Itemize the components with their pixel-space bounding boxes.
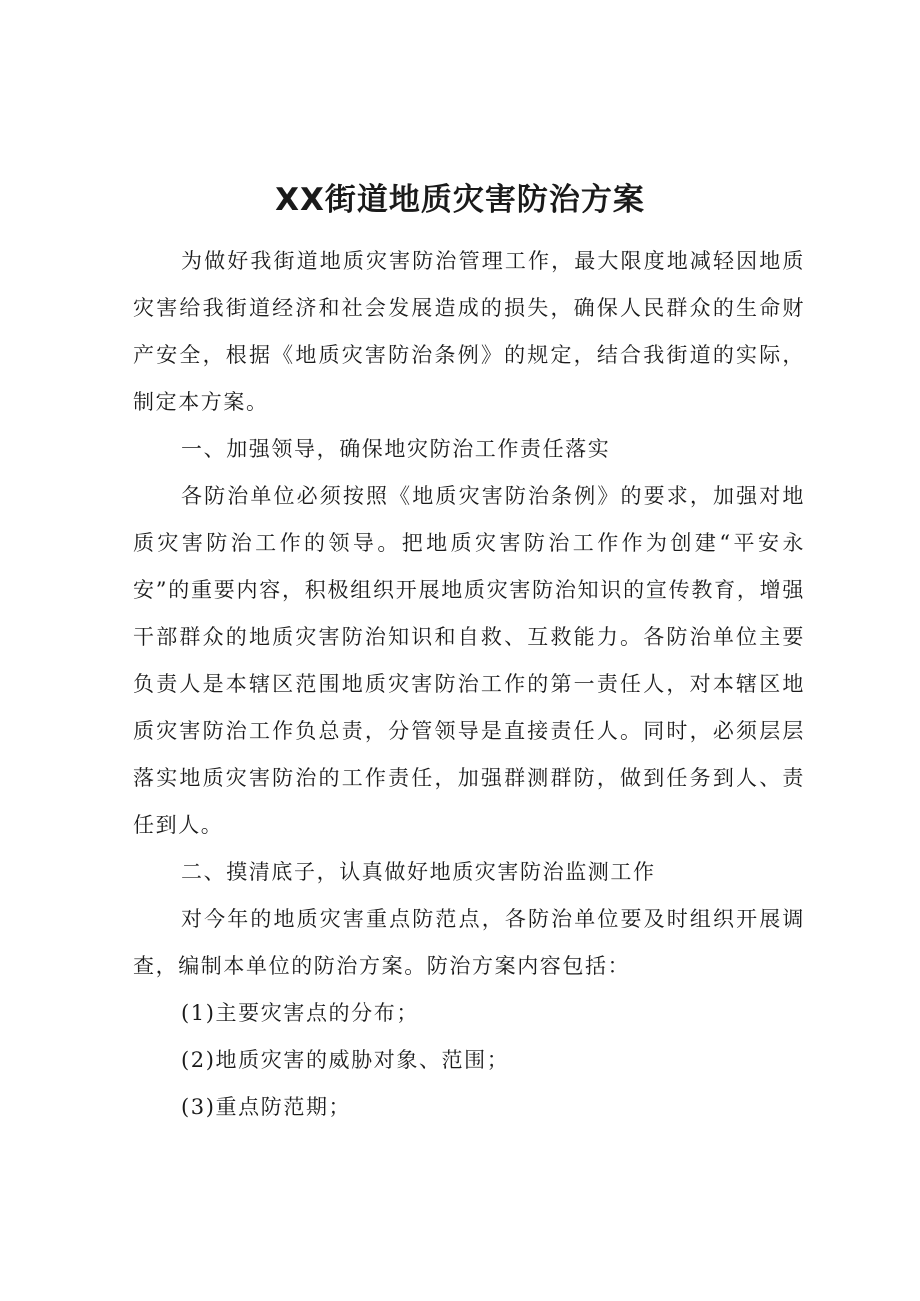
list-item-2: (2)地质灾害的威胁对象、范围； (181, 1048, 510, 1072)
document-title: XX街道地质灾害防治方案 (275, 182, 645, 218)
intro-paragraph: 为做好我街道地质灾害防治管理工作，最大限度地减轻因地质灾害给我街道经济和社会发展造成的损失，确保人民群众的生命财产安全，根据《地质灾害防治条例》的规定，结合我街道的实际，制定本方案。 (133, 249, 805, 414)
section-1-paragraph: 各防治单位必须按照《地质灾害防治条例》的要求，加强对地质灾害防治工作的领导。把地质灾害防治工作作为创建“平安永安”的重要内容，积极组织开展地质灾害防治知识的宣传教育，增强干部群众的地质灾害防治知识和自救、互救能力。各防治单位主要负责人是本辖区范围地质灾害防治工作的第一责任人，对本辖区地质灾害防治工作负总责，分管领导是直接责任人。同时，必须层层落实地质灾害防治的工作责任，加强群测群防，做到任务到人、责任到人。 (133, 484, 805, 837)
list-item-3: (3)重点防范期； (181, 1095, 352, 1119)
document-body (133, 238, 805, 1131)
list-item-1: (1)主要灾害点的分布； (181, 1001, 419, 1025)
section-heading-2: 二、摸清底子，认真做好地质灾害防治监测工作 (181, 860, 656, 884)
section-heading-1: 一、加强领导，确保地灾防治工作责任落实 (181, 437, 611, 461)
section-2-paragraph: 对今年的地质灾害重点防范点，各防治单位要及时组织开展调查，编制本单位的防治方案。防治方案内容包括： (133, 907, 805, 978)
